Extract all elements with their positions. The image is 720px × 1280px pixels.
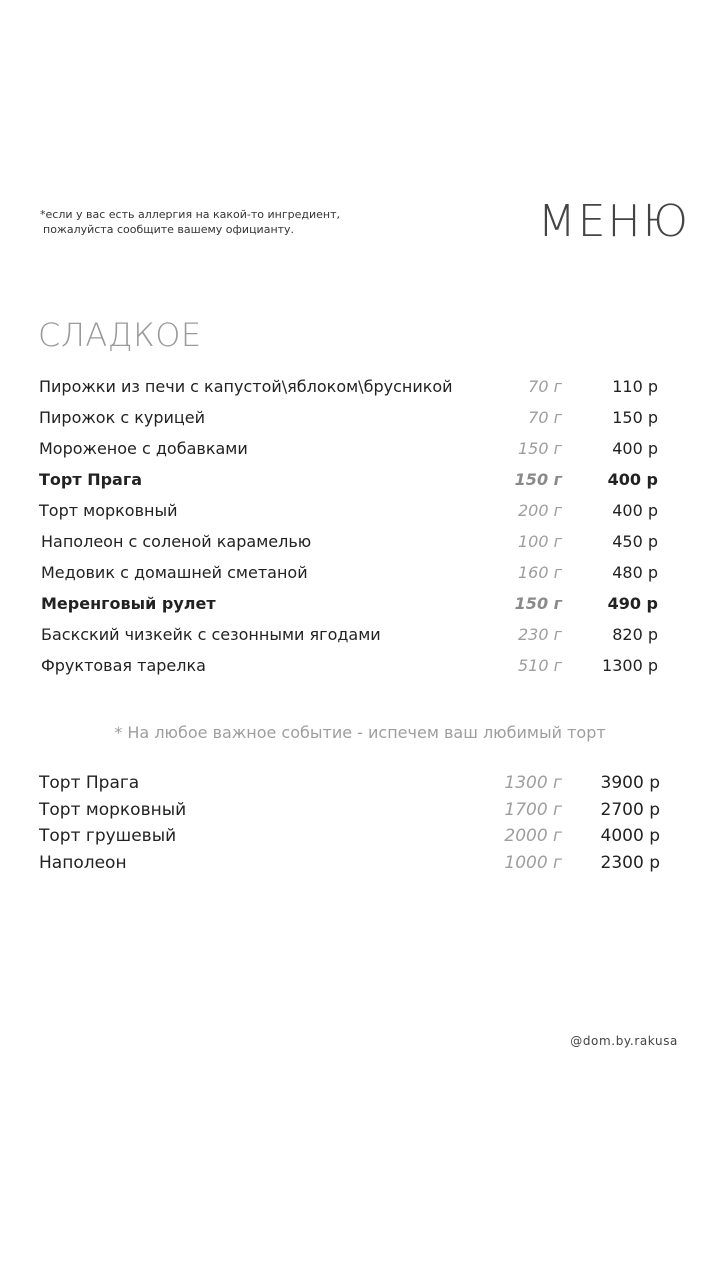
dessert-name: Мороженое с добавками	[39, 439, 248, 458]
dessert-price: 400 р	[612, 501, 658, 520]
dessert-weight: 100 г	[517, 532, 562, 551]
dessert-row	[0, 588, 720, 619]
dessert-name: Фруктовая тарелка	[41, 656, 206, 675]
whole-cake-list	[0, 770, 720, 877]
cake-weight: 1000 г	[504, 853, 562, 874]
allergy-note	[40, 207, 420, 237]
cake-weight: 1700 г	[504, 799, 562, 820]
custom-cake-note: * На любое важное событие - испечем ваш любимый торт	[114, 723, 606, 742]
dessert-price: 450 р	[612, 532, 658, 551]
allergy-note-line2: пожалуйста сообщите вашему официанту.	[43, 223, 295, 236]
dessert-name: Меренговый рулет	[41, 594, 216, 613]
dessert-weight: 200 г	[517, 501, 562, 520]
dessert-row	[0, 371, 720, 402]
dessert-name: Наполеон с соленой карамелью	[41, 532, 312, 551]
menu-heading: МЕНЮ	[537, 196, 690, 247]
cake-price: 2300 р	[600, 853, 660, 874]
cake-name: Торт грушевый	[39, 826, 177, 847]
instagram-handle: @dom.by.rakusa	[570, 1034, 678, 1048]
dessert-weight: 160 г	[517, 563, 562, 582]
cake-name: Торт Прага	[39, 773, 140, 793]
dessert-price: 400 р	[607, 470, 658, 489]
dessert-price: 480 р	[612, 563, 658, 582]
dessert-row	[0, 557, 720, 588]
dessert-weight: 150 г	[517, 439, 562, 458]
dessert-weight: 510 г	[517, 656, 562, 675]
dessert-name: Пирожок с курицей	[39, 408, 206, 427]
dessert-name: Торт Прага	[39, 470, 142, 489]
dessert-price: 820 р	[612, 625, 658, 644]
dessert-name: Пирожки из печи с капустой\яблоком\брусникой	[39, 377, 453, 396]
dessert-row	[0, 650, 720, 681]
dessert-row	[0, 464, 720, 495]
dessert-weight: 70 г	[528, 408, 562, 427]
cake-price: 2700 р	[600, 799, 660, 820]
dessert-row	[0, 526, 720, 557]
dessert-price: 1300 р	[602, 656, 658, 675]
dessert-list	[0, 371, 720, 681]
cake-name: Наполеон	[39, 853, 127, 874]
dessert-weight: 150 г	[514, 594, 562, 613]
cake-row	[0, 770, 720, 797]
cake-weight: 2000 г	[504, 826, 562, 847]
allergy-note-line1: *если у вас есть аллергия на какой-то ингредиент,	[40, 208, 340, 221]
dessert-price: 150 р	[612, 408, 658, 427]
cake-row	[0, 823, 720, 850]
cake-row	[0, 850, 720, 877]
cake-price: 4000 р	[600, 826, 660, 847]
cake-row	[0, 797, 720, 824]
dessert-row	[0, 402, 720, 433]
dessert-price: 490 р	[607, 594, 658, 613]
dessert-row	[0, 619, 720, 650]
dessert-price: 110 р	[612, 377, 658, 396]
dessert-name: Баскский чизкейк с сезонными ягодами	[41, 625, 381, 644]
dessert-name: Торт морковный	[39, 501, 178, 520]
cake-price: 3900 р	[600, 773, 660, 793]
dessert-weight: 230 г	[517, 625, 562, 644]
dessert-weight: 70 г	[528, 377, 562, 396]
cake-name: Торт морковный	[39, 799, 187, 820]
dessert-weight: 150 г	[514, 470, 562, 489]
dessert-name: Медовик с домашней сметаной	[41, 563, 308, 582]
dessert-row	[0, 495, 720, 526]
dessert-row	[0, 433, 720, 464]
dessert-price: 400 р	[612, 439, 658, 458]
section-title-sweets: СЛАДКОЕ	[38, 316, 202, 354]
cake-weight: 1300 г	[504, 773, 562, 793]
